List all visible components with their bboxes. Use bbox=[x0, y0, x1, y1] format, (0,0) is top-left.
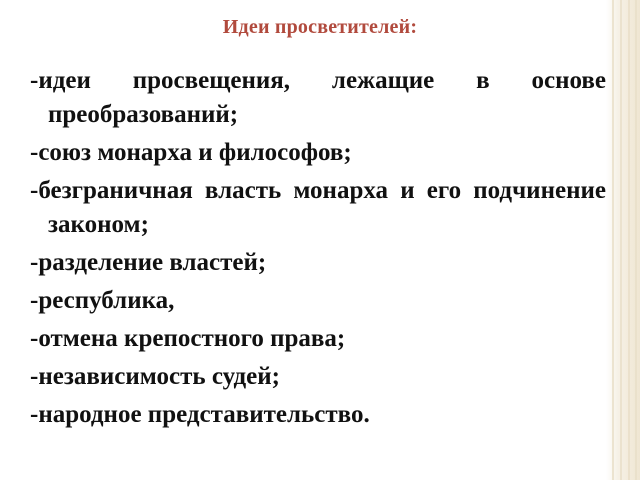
decorative-stripe bbox=[628, 0, 630, 480]
list-item: -независимость судей; bbox=[30, 363, 280, 390]
list-item: -союз монарха и философов; bbox=[30, 139, 352, 166]
list-item: -разделение властей; bbox=[30, 249, 267, 276]
decorative-stripe bbox=[635, 0, 637, 480]
decorative-stripe bbox=[620, 0, 622, 480]
list-item: -республика, bbox=[30, 287, 175, 314]
list-item: -народное представительство. bbox=[30, 401, 370, 428]
decorative-stripes bbox=[606, 0, 640, 480]
list-item: -идеи просвещения, лежащие в основе преобразований; bbox=[30, 67, 606, 128]
list-item: -отмена крепостного права; bbox=[30, 325, 346, 352]
bullet-list bbox=[30, 64, 606, 436]
list-item: -безграничная власть монарха и его подчинение законом; bbox=[30, 177, 606, 238]
decorative-stripe bbox=[612, 0, 614, 480]
slide-title: Идеи просветителей: bbox=[222, 16, 418, 38]
